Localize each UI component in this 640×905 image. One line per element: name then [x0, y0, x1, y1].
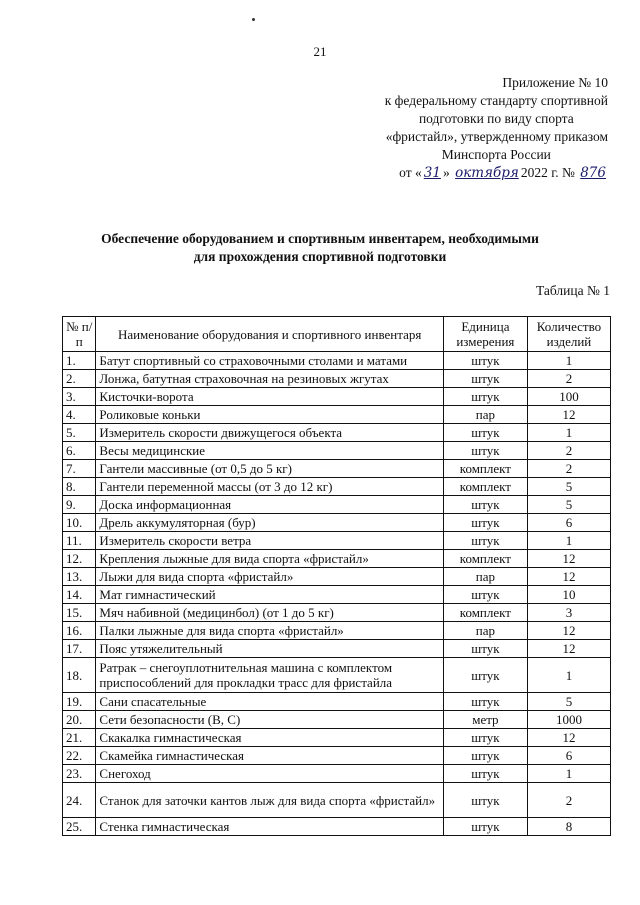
- row-name: Доска информационная: [96, 496, 443, 514]
- table-row: [63, 729, 611, 747]
- date-mid: »: [442, 165, 450, 180]
- row-name: Мат гимнастический: [96, 586, 443, 604]
- page-number: 21: [313, 44, 327, 59]
- heading-line-2: для прохождения спортивной подготовки: [193, 249, 447, 264]
- row-number: 3.: [63, 388, 96, 406]
- row-name: Лонжа, батутная страховочная на резиновых жгутах: [96, 370, 443, 388]
- header-num: № п/п: [63, 317, 96, 352]
- row-name: Станок для заточки кантов лыж для вида спорта «фристайл»: [96, 783, 443, 818]
- row-number: 24.: [63, 783, 96, 818]
- table-row: [63, 424, 611, 442]
- row-unit: штук: [443, 640, 527, 658]
- table-row: [63, 693, 611, 711]
- table-row: [63, 622, 611, 640]
- appendix-line-3: подготовки по виду спорта: [418, 111, 574, 126]
- table-row: [63, 711, 611, 729]
- table-row: [63, 747, 611, 765]
- row-name: Ратрак – снегоуплотнительная машина с комплектом приспособлений для прокладки трасс для фристайла: [96, 658, 443, 693]
- table-header-row: [63, 317, 611, 352]
- row-unit: штук: [443, 352, 527, 370]
- row-number: 25.: [63, 818, 96, 836]
- row-unit: штук: [443, 424, 527, 442]
- header-qty: Количество изделий: [527, 317, 610, 352]
- table-row: [63, 818, 611, 836]
- row-quantity: 12: [527, 622, 610, 640]
- appendix-line-2: к федеральному стандарту спортивной: [384, 93, 608, 108]
- row-unit: штук: [443, 747, 527, 765]
- row-number: 10.: [63, 514, 96, 532]
- row-number: 8.: [63, 478, 96, 496]
- row-quantity: 5: [527, 693, 610, 711]
- row-quantity: 2: [527, 370, 610, 388]
- row-number: 21.: [63, 729, 96, 747]
- row-unit: штук: [443, 818, 527, 836]
- table-row: [63, 352, 611, 370]
- table-row: [63, 604, 611, 622]
- row-quantity: 100: [527, 388, 610, 406]
- row-quantity: 5: [527, 496, 610, 514]
- table-row: [63, 442, 611, 460]
- row-name: Скамейка гимнастическая: [96, 747, 443, 765]
- row-unit: штук: [443, 532, 527, 550]
- row-name: Сети безопасности (B, C): [96, 711, 443, 729]
- row-number: 13.: [63, 568, 96, 586]
- row-quantity: 2: [527, 460, 610, 478]
- date-year: 2022 г. №: [520, 165, 575, 180]
- row-name: Роликовые коньки: [96, 406, 443, 424]
- row-unit: штук: [443, 658, 527, 693]
- handwritten-month: октября: [455, 165, 519, 181]
- row-unit: штук: [443, 514, 527, 532]
- row-quantity: 12: [527, 568, 610, 586]
- row-number: 17.: [63, 640, 96, 658]
- row-quantity: 1: [527, 532, 610, 550]
- row-number: 4.: [63, 406, 96, 424]
- row-quantity: 1000: [527, 711, 610, 729]
- row-quantity: 12: [527, 550, 610, 568]
- row-name: Палки лыжные для вида спорта «фристайл»: [96, 622, 443, 640]
- row-name: Батут спортивный со страховочными столами и матами: [96, 352, 443, 370]
- row-unit: штук: [443, 370, 527, 388]
- row-name: Сани спасательные: [96, 693, 443, 711]
- row-number: 18.: [63, 658, 96, 693]
- table-row: [63, 658, 611, 693]
- table-label: Таблица № 1: [536, 283, 610, 298]
- row-name: Гантели переменной массы (от 3 до 12 кг): [96, 478, 443, 496]
- row-unit: штук: [443, 586, 527, 604]
- table-row: [63, 765, 611, 783]
- table-row: [63, 783, 611, 818]
- appendix-line-5: Минспорта России: [441, 147, 551, 162]
- table-row: [63, 568, 611, 586]
- scan-speck: [252, 18, 255, 21]
- row-quantity: 1: [527, 765, 610, 783]
- appendix-line-4: «фристайл», утвержденному приказом: [385, 129, 608, 144]
- row-unit: штук: [443, 729, 527, 747]
- table-row: [63, 532, 611, 550]
- appendix-title: Приложение № 10: [502, 75, 608, 90]
- row-unit: штук: [443, 765, 527, 783]
- row-unit: метр: [443, 711, 527, 729]
- row-number: 15.: [63, 604, 96, 622]
- row-quantity: 2: [527, 783, 610, 818]
- row-number: 6.: [63, 442, 96, 460]
- row-number: 9.: [63, 496, 96, 514]
- row-name: Стенка гимнастическая: [96, 818, 443, 836]
- row-quantity: 6: [527, 747, 610, 765]
- row-name: Крепления лыжные для вида спорта «фристайл»: [96, 550, 443, 568]
- row-number: 1.: [63, 352, 96, 370]
- row-name: Пояс утяжелительный: [96, 640, 443, 658]
- row-number: 22.: [63, 747, 96, 765]
- row-name: Скакалка гимнастическая: [96, 729, 443, 747]
- row-quantity: 8: [527, 818, 610, 836]
- row-name: Снегоход: [96, 765, 443, 783]
- row-unit: пар: [443, 406, 527, 424]
- table-row: [63, 496, 611, 514]
- row-quantity: 10: [527, 586, 610, 604]
- row-number: 2.: [63, 370, 96, 388]
- document-heading: [40, 230, 600, 266]
- row-unit: штук: [443, 496, 527, 514]
- appendix-block: [385, 74, 608, 182]
- row-number: 7.: [63, 460, 96, 478]
- row-unit: штук: [443, 693, 527, 711]
- row-quantity: 1: [527, 352, 610, 370]
- row-number: 11.: [63, 532, 96, 550]
- row-unit: комплект: [443, 478, 527, 496]
- table-row: [63, 640, 611, 658]
- header-unit: Единица измерения: [443, 317, 527, 352]
- row-quantity: 6: [527, 514, 610, 532]
- row-unit: штук: [443, 442, 527, 460]
- row-unit: штук: [443, 388, 527, 406]
- row-number: 16.: [63, 622, 96, 640]
- row-unit: комплект: [443, 460, 527, 478]
- row-quantity: 12: [527, 729, 610, 747]
- row-number: 23.: [63, 765, 96, 783]
- appendix-date-line: [385, 164, 608, 182]
- row-name: Измеритель скорости ветра: [96, 532, 443, 550]
- row-name: Лыжи для вида спорта «фристайл»: [96, 568, 443, 586]
- equipment-table: [62, 316, 611, 836]
- row-quantity: 5: [527, 478, 610, 496]
- row-number: 20.: [63, 711, 96, 729]
- row-name: Измеритель скорости движущегося объекта: [96, 424, 443, 442]
- table-body: [63, 352, 611, 836]
- heading-line-1: Обеспечение оборудованием и спортивным инвентарем, необходимыми: [101, 231, 539, 246]
- row-unit: комплект: [443, 550, 527, 568]
- row-unit: комплект: [443, 604, 527, 622]
- row-number: 14.: [63, 586, 96, 604]
- row-name: Весы медицинские: [96, 442, 443, 460]
- row-unit: пар: [443, 622, 527, 640]
- row-quantity: 2: [527, 442, 610, 460]
- row-quantity: 12: [527, 406, 610, 424]
- row-name: Дрель аккумуляторная (бур): [96, 514, 443, 532]
- row-number: 5.: [63, 424, 96, 442]
- row-name: Мяч набивной (медицинбол) (от 1 до 5 кг): [96, 604, 443, 622]
- row-quantity: 3: [527, 604, 610, 622]
- handwritten-day: 31: [423, 165, 441, 181]
- row-quantity: 1: [527, 424, 610, 442]
- date-prefix: от «: [399, 165, 422, 180]
- table-row: [63, 478, 611, 496]
- table-row: [63, 370, 611, 388]
- handwritten-order-number: 876: [580, 165, 606, 181]
- row-number: 12.: [63, 550, 96, 568]
- table-row: [63, 460, 611, 478]
- header-name: Наименование оборудования и спортивного инвентаря: [96, 317, 443, 352]
- table-row: [63, 514, 611, 532]
- row-quantity: 12: [527, 640, 610, 658]
- row-unit: штук: [443, 783, 527, 818]
- table-row: [63, 586, 611, 604]
- table-row: [63, 406, 611, 424]
- row-number: 19.: [63, 693, 96, 711]
- table-row: [63, 550, 611, 568]
- row-name: Гантели массивные (от 0,5 до 5 кг): [96, 460, 443, 478]
- row-quantity: 1: [527, 658, 610, 693]
- row-unit: пар: [443, 568, 527, 586]
- table-row: [63, 388, 611, 406]
- row-name: Кисточки-ворота: [96, 388, 443, 406]
